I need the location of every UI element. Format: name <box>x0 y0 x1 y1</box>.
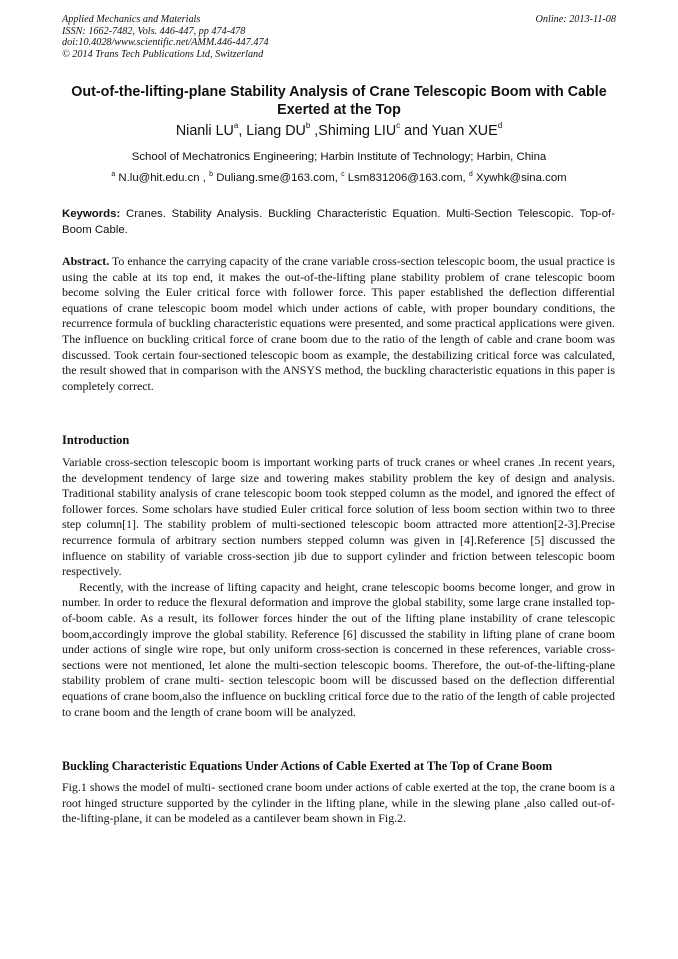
author-separator: and <box>400 123 432 139</box>
journal-header <box>62 14 269 60</box>
author-sup: c <box>396 121 401 130</box>
email-list <box>62 171 616 185</box>
author-sup: a <box>233 121 239 130</box>
keywords-label: Keywords: <box>62 208 121 220</box>
keywords-text: Cranes. Stability Analysis. Buckling Characteristic Equation. Multi-Section Telescopic. Top-of-Boom Cable. <box>62 208 615 236</box>
author-separator: , <box>238 123 247 139</box>
keywords-section <box>62 206 615 238</box>
copyright-line: © 2014 Trans Tech Publications Ltd, Switzerland <box>62 48 264 60</box>
author-name: Nianli LU <box>175 123 234 139</box>
author-sup: d <box>497 121 503 130</box>
paragraph: Recently, with the increase of lifting capacity and height, crane telescopic booms become longer, and grow in number. In order to reduce the flexural deformation and improve the global stability, some large crane installed top-of-boom cable. As a result, its follower forces hinder the out of the lifting plane instability of crane telescopic boom,accordingly improve the global stability. Reference [6] discussed the stability in lifting plane of crane boom under actions of single wire rope, but only uniform cross-section is concerned in these references, variable cross-sections were not mentioned, let alone the multi-section telescopic booms. Therefore, the out-of-the-lifting-plane stability problem of crane multi- section telescopic boom will be discussed based on the deflection differential equations of crane boom,also the influence on buckling critical force due to the ratio of the length of cable projected to crane boom and the length of crane boom will be analyzed. <box>62 579 615 719</box>
abstract-label: Abstract. <box>62 254 110 268</box>
affiliation: School of Mechatronics Engineering; Harbin Institute of Technology; Harbin, China <box>131 151 547 163</box>
author-separator: , <box>310 123 319 139</box>
author-sup: b <box>305 121 311 130</box>
paragraph: Variable cross-section telescopic boom is important working parts of truck cranes or wheel cranes .In recent years, the development tendency of large size and towering makes stability problem the key of design and analysis. Traditional stability analysis of crane telescopic boom took stepped column as the model, and ignored the effect of follower forces. Some scholars have studied Euler critical force solution of less boom section within two to three step column[1]. The stability problem of multi-sectioned telescopic boom attracted more attention[2-3].Precise recurrence formula of arbitrary section numbers stepped column was given in [4].Reference [5] discussed the influence on stability of variable cross-section jib due to support cylinder and friction between telescopic boom respectively. <box>62 455 615 579</box>
buckling-heading: Buckling Characteristic Equations Under Actions of Cable Exerted at The Top of Crane Boom <box>62 759 553 773</box>
author-list <box>62 122 616 140</box>
online-date: Online: 2013-11-08 <box>535 14 616 25</box>
author-name: Liang DU <box>246 123 306 139</box>
abstract-text: To enhance the carrying capacity of the crane variable cross-section telescopic boom, the usual practice is using the cable at its top end, it makes the out-of-the-lifting plane stability problem of crane telescopic boom become solving the Euler critical force with follower force. This paper established the deflection differential equations of crane telescopic boom model which under actions of cable, with proper boundary conditions, the recurrence formula of buckling characteristic equations were presented, and some practical applications were given. The influence on buckling critical force of crane boom due to the ratio of the length of cable and crane boom was discussed. Took certain four-sectioned telescopic boom as example, the destabilizing critical force was calculated, the result showed that in comparison with the ANSYS method, the buckling characteristic equations in this paper is completely correct. <box>62 254 615 393</box>
email-address: Duliang.sme@163.com, <box>216 172 342 184</box>
author-name: Yuan XUE <box>431 123 498 139</box>
author-name: Shiming LIU <box>318 123 397 139</box>
paper-title: Out-of-the-lifting-plane Stability Analysis of Crane Telescopic Boom with Cable Exerted at the Top <box>71 84 607 118</box>
doi-line: doi:10.4028/www.scientific.net/AMM.446-447.474 <box>62 37 269 49</box>
buckling-body <box>62 780 615 827</box>
paragraph: Fig.1 shows the model of multi- sectioned crane boom under actions of cable exerted at the top, the crane boom is a root hinged structure supported by the cylinder in the lifting plane, while in the slewing plane ,also called out-of-the-lifting-plane, it can be modeled as a cantilever beam shown in Fig.2. <box>62 780 615 826</box>
journal-name: Applied Mechanics and Materials <box>62 14 201 25</box>
abstract-section <box>62 254 615 394</box>
email-address: Xywhk@sina.com <box>475 172 567 184</box>
email-address: N.lu@hit.edu.cn , <box>118 172 210 184</box>
email-sup: b <box>209 171 214 178</box>
issn-line: ISSN: 1662-7482, Vols. 446-447, pp 474-478 <box>62 25 246 37</box>
email-sup: a <box>111 171 116 178</box>
email-sup: c <box>341 171 345 178</box>
email-sup: d <box>468 171 473 178</box>
introduction-body <box>62 455 615 720</box>
introduction-heading: Introduction <box>62 433 130 447</box>
email-address: Lsm831206@163.com, <box>347 172 469 184</box>
